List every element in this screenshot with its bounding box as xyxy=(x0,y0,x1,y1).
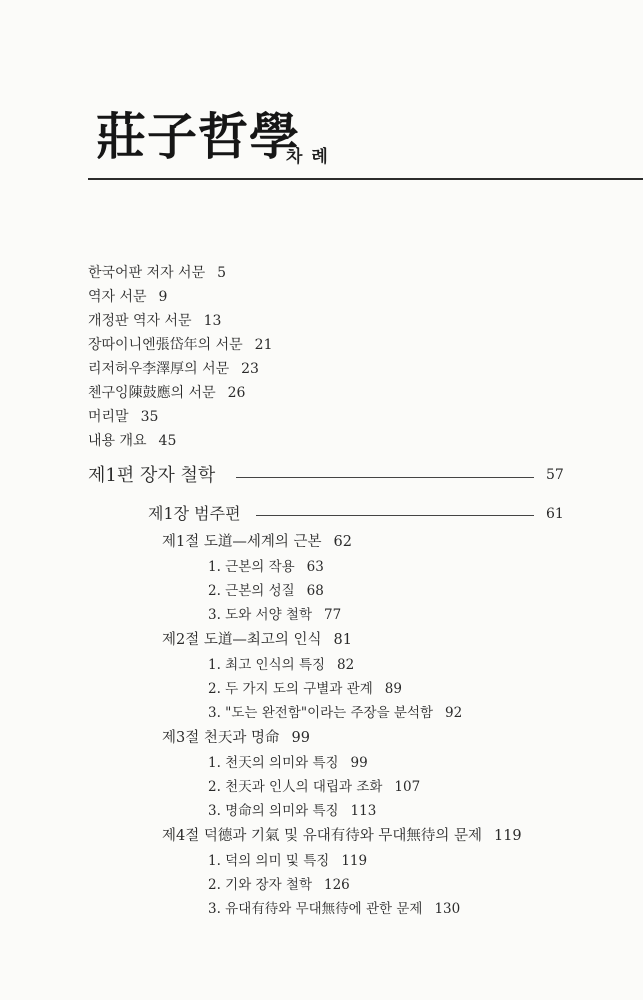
toc-subsection-label: 2. 두 가지 도의 구별과 관계 xyxy=(208,681,373,697)
toc-part-heading[interactable]: 제1편 장자 철학 xyxy=(88,465,216,486)
contents-heading: 차례 xyxy=(286,147,337,167)
toc-subsection-page: 89 xyxy=(384,681,402,697)
toc-leader xyxy=(256,515,534,516)
toc-entry-page: 35 xyxy=(140,409,159,425)
toc-subsection-label: 2. 기와 장자 철학 xyxy=(208,877,312,893)
toc-section-page: 81 xyxy=(333,632,352,648)
toc-entry[interactable] xyxy=(88,410,158,424)
header-rule xyxy=(88,178,643,180)
toc-leader xyxy=(236,477,534,478)
toc-entry[interactable] xyxy=(88,386,245,400)
toc-section[interactable] xyxy=(162,731,310,746)
toc-entry[interactable] xyxy=(88,290,167,304)
toc-entry-page: 9 xyxy=(158,289,168,305)
toc-subsection[interactable] xyxy=(208,659,354,673)
toc-section[interactable] xyxy=(162,633,352,648)
toc-subsection[interactable] xyxy=(208,609,341,623)
toc-section-page: 119 xyxy=(493,828,522,844)
toc-subsection[interactable] xyxy=(208,683,402,697)
toc-entry-page: 13 xyxy=(203,313,222,329)
toc-entry[interactable] xyxy=(88,266,226,280)
toc-subsection-page: 63 xyxy=(306,559,324,575)
toc-subsection-page: 113 xyxy=(350,803,377,819)
toc-subsection-label: 3. 유대有待와 무대無待에 관한 문제 xyxy=(208,901,423,917)
toc-subsection-page: 77 xyxy=(324,607,342,623)
toc-subsection[interactable] xyxy=(208,585,324,599)
toc-subsection-label: 1. 근본의 작용 xyxy=(208,559,295,575)
toc-entry[interactable] xyxy=(88,434,176,448)
toc-subsection[interactable] xyxy=(208,561,324,575)
toc-section-page: 62 xyxy=(333,534,352,550)
toc-subsection[interactable] xyxy=(208,707,462,721)
toc-section-label: 제2절 도道—최고의 인식 xyxy=(162,632,322,648)
toc-entry-label: 한국어판 저자 서문 xyxy=(88,265,206,281)
toc-entry-label: 내용 개요 xyxy=(88,433,147,449)
toc-subsection-label: 2. 천天과 인人의 대립과 조화 xyxy=(208,779,383,795)
toc-chapter-heading[interactable]: 제1장 범주편 xyxy=(148,504,241,523)
toc-subsection-label: 3. 도와 서양 철학 xyxy=(208,607,312,623)
toc-part-page: 57 xyxy=(546,467,564,483)
toc-section[interactable] xyxy=(162,829,522,844)
toc-entry-page: 5 xyxy=(217,265,227,281)
toc-subsection-label: 1. 최고 인식의 특징 xyxy=(208,657,326,673)
toc-subsection[interactable] xyxy=(208,855,367,869)
toc-subsection[interactable] xyxy=(208,757,368,771)
toc-subsection-page: 119 xyxy=(341,853,368,869)
toc-subsection-label: 3. 명命의 의미와 특징 xyxy=(208,803,339,819)
toc-subsection[interactable] xyxy=(208,879,350,893)
toc-section-page: 99 xyxy=(291,730,310,746)
toc-subsection-page: 82 xyxy=(337,657,355,673)
toc-entry-label: 역자 서문 xyxy=(88,289,147,305)
toc-entry[interactable] xyxy=(88,314,221,328)
toc-subsection-page: 126 xyxy=(324,877,350,893)
toc-subsection[interactable] xyxy=(208,781,420,795)
toc-entry[interactable] xyxy=(88,362,259,376)
toc-subsection-page: 99 xyxy=(350,755,368,771)
toc-subsection-page: 107 xyxy=(394,779,421,795)
toc-subsection-label: 2. 근본의 성질 xyxy=(208,583,295,599)
toc-entry-label: 첸구잉陳鼓應의 서문 xyxy=(88,385,216,401)
toc-subsection-page: 130 xyxy=(434,901,461,917)
toc-section-label: 제1절 도道—세계의 근본 xyxy=(162,534,322,550)
toc-entry-page: 23 xyxy=(241,361,259,377)
toc-chapter-page: 61 xyxy=(546,506,564,522)
toc-entry-label: 리저허우李澤厚의 서문 xyxy=(88,361,230,377)
toc-entry-page: 26 xyxy=(227,385,246,401)
toc-section[interactable] xyxy=(162,535,352,550)
toc-entry-label: 개정판 역자 서문 xyxy=(88,313,192,329)
toc-entry-label: 머리말 xyxy=(88,409,129,425)
toc-entry[interactable] xyxy=(88,338,272,352)
toc-entry-label: 장따이니엔張岱年의 서문 xyxy=(88,337,243,353)
toc-subsection[interactable] xyxy=(208,805,376,819)
toc-section-label: 제4절 덕德과 기氣 및 유대有待와 무대無待의 문제 xyxy=(162,828,482,844)
toc-subsection-label: 1. 천天의 의미와 특징 xyxy=(208,755,339,771)
toc-subsection-label: 3. "도는 완전함"이라는 주장을 분석함 xyxy=(208,705,434,721)
toc-subsection-page: 68 xyxy=(306,583,324,599)
toc-subsection[interactable] xyxy=(208,903,460,917)
toc-entry-page: 45 xyxy=(158,433,177,449)
toc-subsection-page: 92 xyxy=(445,705,463,721)
book-title: 莊子哲學 xyxy=(96,107,300,166)
toc-section-label: 제3절 천天과 명命 xyxy=(162,730,280,746)
toc-subsection-label: 1. 덕의 의미 및 특징 xyxy=(208,853,330,869)
toc-entry-page: 21 xyxy=(254,337,273,353)
